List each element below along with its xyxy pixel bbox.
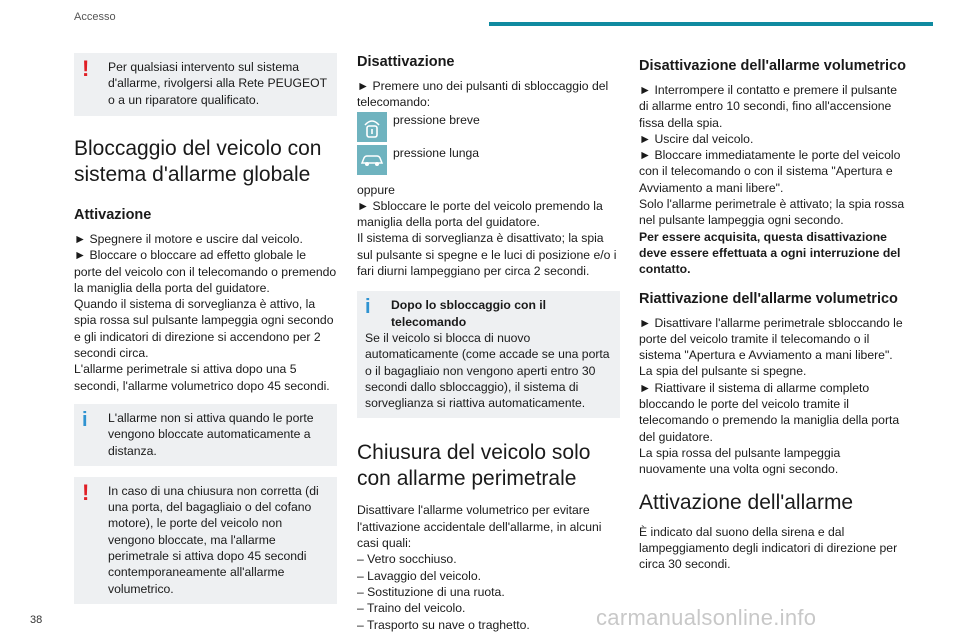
paragraph: La spia rossa del pulsante lampeggia nuovamente una volta ogni secondo. [639,445,841,477]
info-text: Se il veicolo si blocca di nuovo automaticamente (come accade se una porta o il bagagliaio non vengono aperti entro 30 secondi dallo sbloccaggio), il sistema di sorveglianza si riattiva automaticamente. [365,330,610,411]
paragraph: ► Bloccare o bloccare ad effetto globale le porte del veicolo con il telecomando o premendo la maniglia della porta del guidatore. [74,248,337,295]
info-box [357,291,620,418]
warning-text: In caso di una chiusura non corretta (di una porta, del bagagliaio o del cofano motore), le porte del veicolo non vengono bloccate, ma l'allarme perimetrale si attiva dopo 45 secondi contemporaneamente all'allarme volumetrico. [108,483,319,596]
paragraph: La spia del pulsante si spegne. [639,364,807,379]
section-heading: Attivazione dell'allarme [639,490,854,514]
paragraph: ► Disattivare l'allarme perimetrale sbloccando le porte del veicolo tramite il telecomando o il sistema "Apertura e Avviamento a mani libere". [639,315,903,363]
page-number: 38 [30,614,43,626]
subheading: Attivazione [74,207,152,223]
paragraph: ► Bloccare immediatamente le porte del veicolo con il telecomando o con il sistema "Apertura e Avviamento a mani libere". [639,148,901,195]
list-item: – Vetro socchiuso. [357,552,457,567]
paragraph: Quando il sistema di sorveglianza è attivo, la spia rossa sul pulsante lampeggia ogni secondo e gli indicatori di direzione si accendono per 2 secondi circa. [74,297,334,361]
unlock-key-icon [357,112,387,142]
section-title: Accesso [74,11,116,23]
subheading: Disattivazione dell'allarme volumetrico [639,58,906,74]
list-item: – Traino del veicolo. [357,601,466,616]
info-text: L'allarme non si attiva quando le porte vengono bloccate automaticamente a distanza. [108,410,314,458]
warning-icon: ! [82,479,90,505]
column-3 [639,53,907,572]
list-item: – Sostituzione di una ruota. [357,584,505,599]
info-title: Dopo lo sbloccaggio con il telecomando [391,298,547,329]
paragraph: ► Sbloccare le porte del veicolo premendo la maniglia della porta del guidatore. [357,198,603,230]
paragraph: ► Riattivare il sistema di allarme completo bloccando le porte del veicolo tramite il telecomando o premendo la maniglia della porta del guidatore. [639,380,900,444]
bold-note: Per essere acquisita, questa disattivazione deve essere effettuata a ogni interruzione del contatto. [639,229,901,277]
warning-text: Per qualsiasi intervento sul sistema d'allarme, rivolgersi alla Rete PEUGEOT o a un riparatore qualificato. [108,60,327,107]
paragraph: Disattivare l'allarme volumetrico per evitare l'attivazione accidentale dell'allarme, in alcuni casi quali: [357,503,602,551]
column-1 [74,53,337,604]
info-icon: i [365,296,371,319]
key-row [357,145,620,175]
paragraph: Il sistema di sorveglianza è disattivato; la spia sul pulsante si spegne e le luci di posizione e/o i fari diurni lampeggiano per circa 2 secondi. [357,231,617,279]
list-item: – Lavaggio del veicolo. [357,568,481,583]
paragraph: oppure [357,182,395,197]
paragraph: Solo l'allarme perimetrale è attivato; la spia rossa nel pulsante lampeggia ogni secondo. [639,197,905,228]
header-accent-bar [489,22,933,26]
paragraph: ► Premere uno dei pulsanti di sbloccaggio del telecomando: [357,79,609,110]
paragraph: ► Uscire dal veicolo. [639,131,754,146]
paragraph: ► Interrompere il contatto e premere il pulsante di allarme entro 10 secondi, fino all'accensione fissa della spia. [639,83,897,130]
subheading: Disattivazione [357,54,455,70]
info-box [74,404,337,466]
long-press-label: pressione lunga [393,145,480,160]
column-2 [357,53,620,633]
warning-box [74,53,337,116]
car-unlock-icon [357,145,387,175]
warning-box [74,477,337,604]
subheading: Riattivazione dell'allarme volumetrico [639,290,898,307]
section-heading: Bloccaggio del veicolo con sistema d'allarme globale [74,137,322,186]
info-icon: i [82,408,88,431]
key-row [357,112,620,142]
short-press-label: pressione breve [393,112,480,127]
list-item: – Trasporto su nave o traghetto. [357,617,530,632]
paragraph: L'allarme perimetrale si attiva dopo una 5 secondi, l'allarme volumetrico dopo 45 secondi. [74,362,330,393]
paragraph: È indicato dal suono della sirena e dal lampeggiamento degli indicatori di direzione per circa 30 secondi. [639,524,898,572]
warning-icon: ! [82,56,90,81]
paragraph: ► Spegnere il motore e uscire dal veicolo. [74,232,303,246]
section-heading: Chiusura del veicolo solo con allarme perimetrale [357,441,591,491]
watermark: carmanualsonline.info [596,605,817,630]
